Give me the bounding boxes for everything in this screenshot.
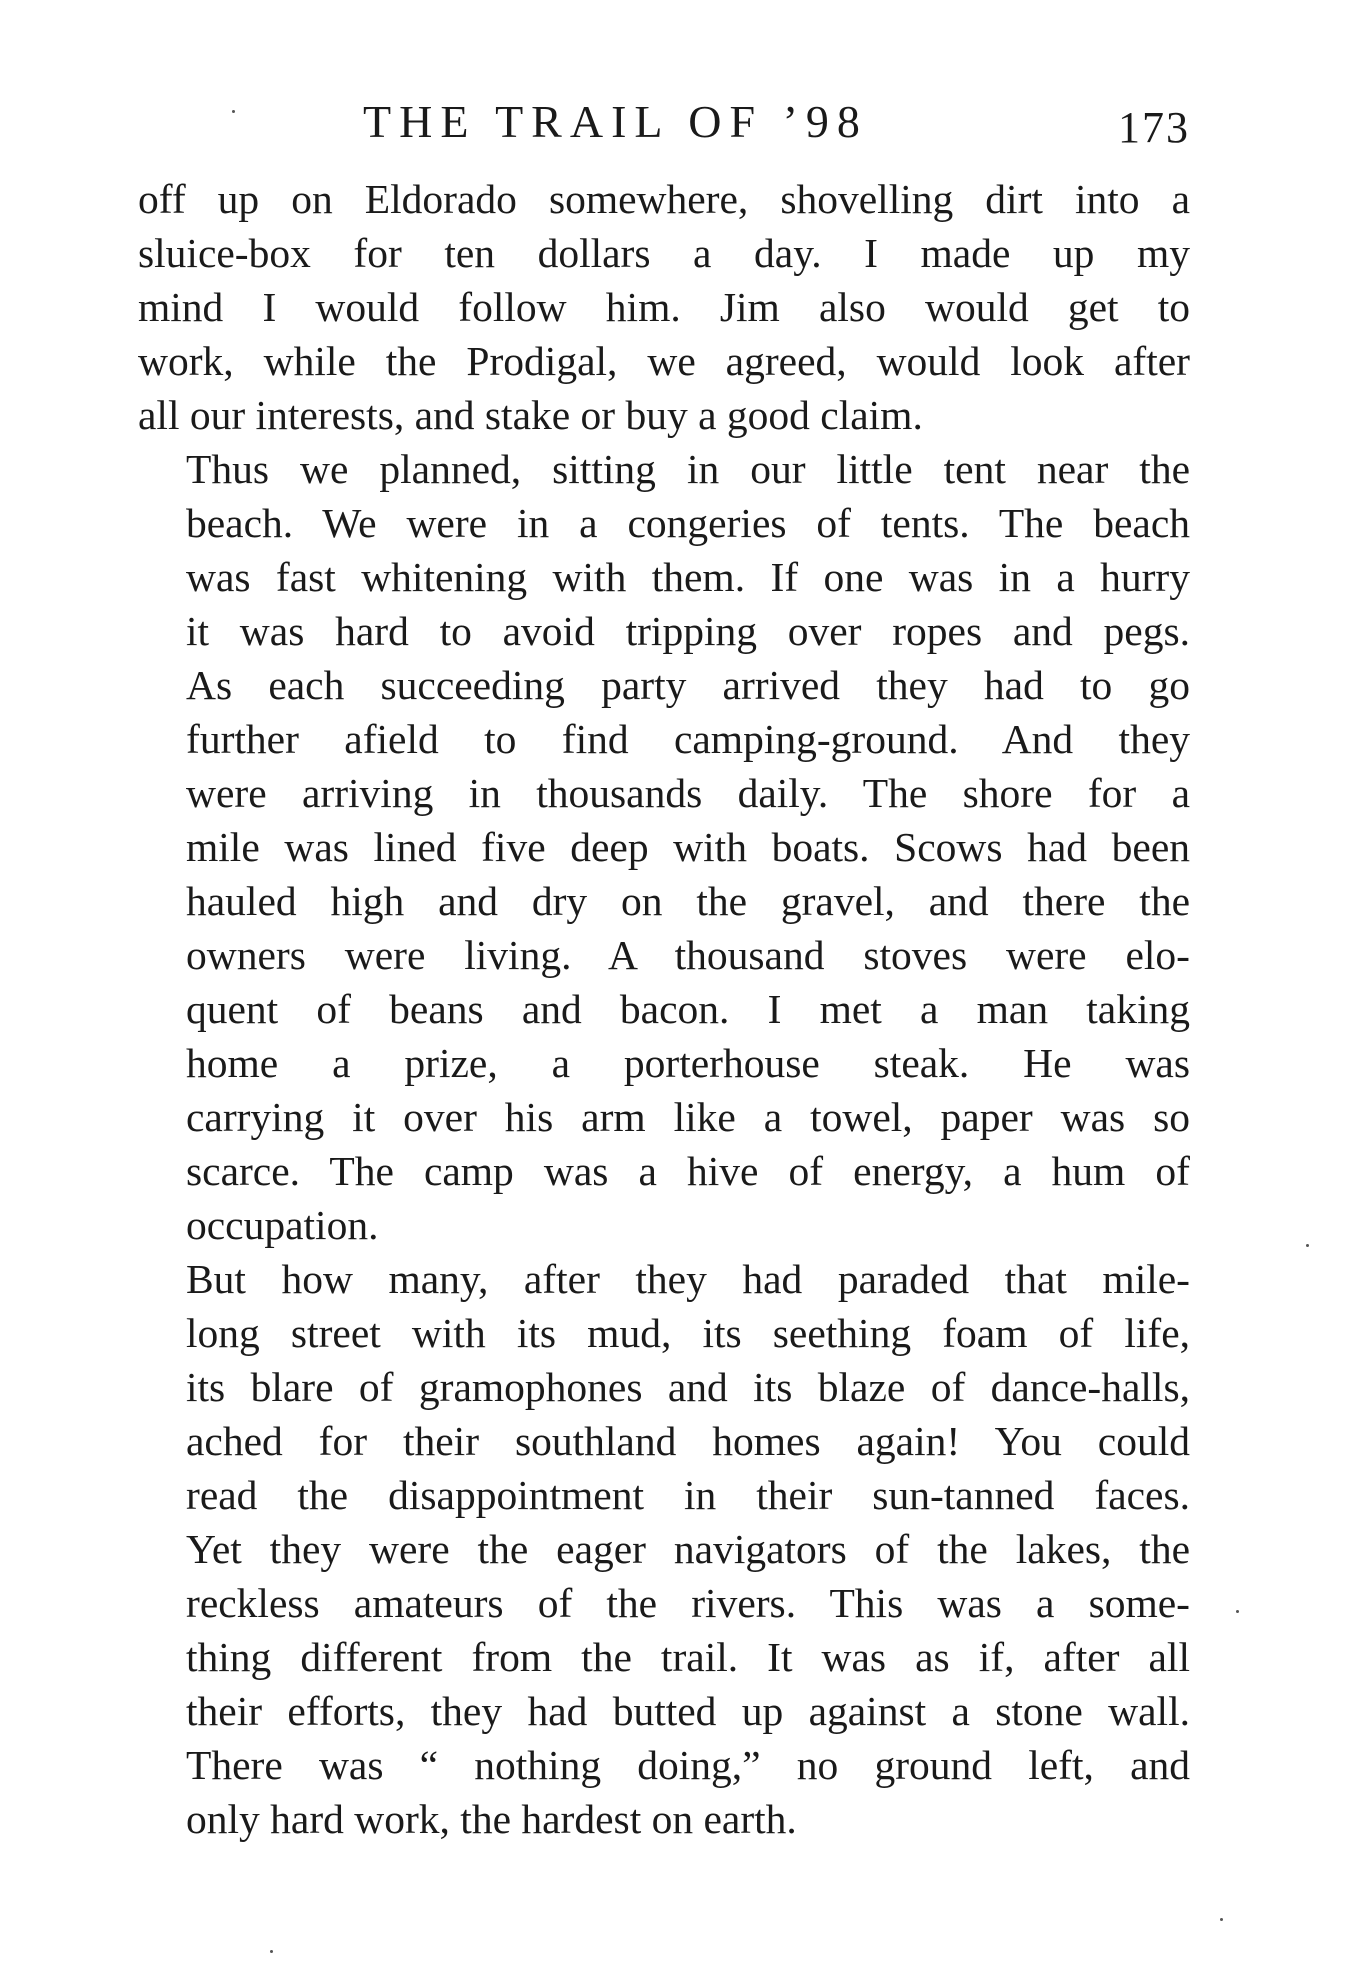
paragraph-3	[138, 1252, 1190, 1846]
text-line: all our interests, and stake or buy a good claim.	[138, 392, 923, 438]
text-line: owners were living. A thousand stoves were elo-	[186, 932, 1190, 978]
text-line: thing different from the trail. It was as if, after all	[186, 1634, 1190, 1680]
text-line: scarce. The camp was a hive of energy, a hum of	[186, 1148, 1190, 1194]
text-line: quent of beans and bacon. I met a man taking	[186, 986, 1190, 1032]
print-speck	[1220, 1918, 1223, 1921]
text-line: it was hard to avoid tripping over ropes and pegs.	[186, 608, 1190, 654]
text-line: work, while the Prodigal, we agreed, would look after	[138, 338, 1190, 384]
text-line: home a prize, a porterhouse steak. He was	[186, 1040, 1190, 1086]
text-line: beach. We were in a congeries of tents. The beach	[186, 500, 1190, 546]
text-line: hauled high and dry on the gravel, and there the	[186, 878, 1190, 924]
text-line: were arriving in thousands daily. The shore for a	[186, 770, 1190, 816]
text-line: read the disappointment in their sun-tanned faces.	[186, 1472, 1190, 1518]
paragraph-1	[138, 172, 1190, 442]
text-line: mind I would follow him. Jim also would get to	[138, 284, 1190, 330]
text-line: As each succeeding party arrived they had to go	[186, 662, 1190, 708]
text-line: only hard work, the hardest on earth.	[186, 1796, 797, 1842]
text-line: Thus we planned, sitting in our little tent near the	[186, 446, 1190, 492]
page-number: 173	[1118, 103, 1190, 152]
text-line: Yet they were the eager navigators of the lakes, the	[186, 1526, 1190, 1572]
print-speck	[1306, 1244, 1309, 1247]
text-line: There was “ nothing doing,” no ground left, and	[186, 1742, 1190, 1788]
print-speck	[270, 1950, 273, 1953]
body-text	[138, 172, 1190, 1846]
text-line: ached for their southland homes again! You could	[186, 1418, 1190, 1464]
text-line: was fast whitening with them. If one was in a hurry	[186, 554, 1190, 600]
running-title: THE TRAIL OF ’98	[363, 96, 868, 147]
print-speck	[232, 110, 235, 113]
print-speck	[1236, 1610, 1239, 1613]
paragraph-2	[138, 442, 1190, 1252]
text-line: its blare of gramophones and its blaze of dance-halls,	[186, 1364, 1190, 1410]
text-line: mile was lined five deep with boats. Scows had been	[186, 824, 1190, 870]
text-line: off up on Eldorado somewhere, shovelling dirt into a	[138, 176, 1190, 222]
running-head	[138, 92, 1190, 152]
text-line: reckless amateurs of the rivers. This was a some-	[186, 1580, 1190, 1626]
text-line: sluice-box for ten dollars a day. I made up my	[138, 230, 1190, 276]
text-line: occupation.	[186, 1202, 379, 1248]
text-line: carrying it over his arm like a towel, paper was so	[186, 1094, 1190, 1140]
text-line: further afield to find camping-ground. And they	[186, 716, 1190, 762]
text-line: But how many, after they had paraded that mile-	[186, 1256, 1190, 1302]
text-line: their efforts, they had butted up against a stone wall.	[186, 1688, 1190, 1734]
text-line: long street with its mud, its seething foam of life,	[186, 1310, 1190, 1356]
